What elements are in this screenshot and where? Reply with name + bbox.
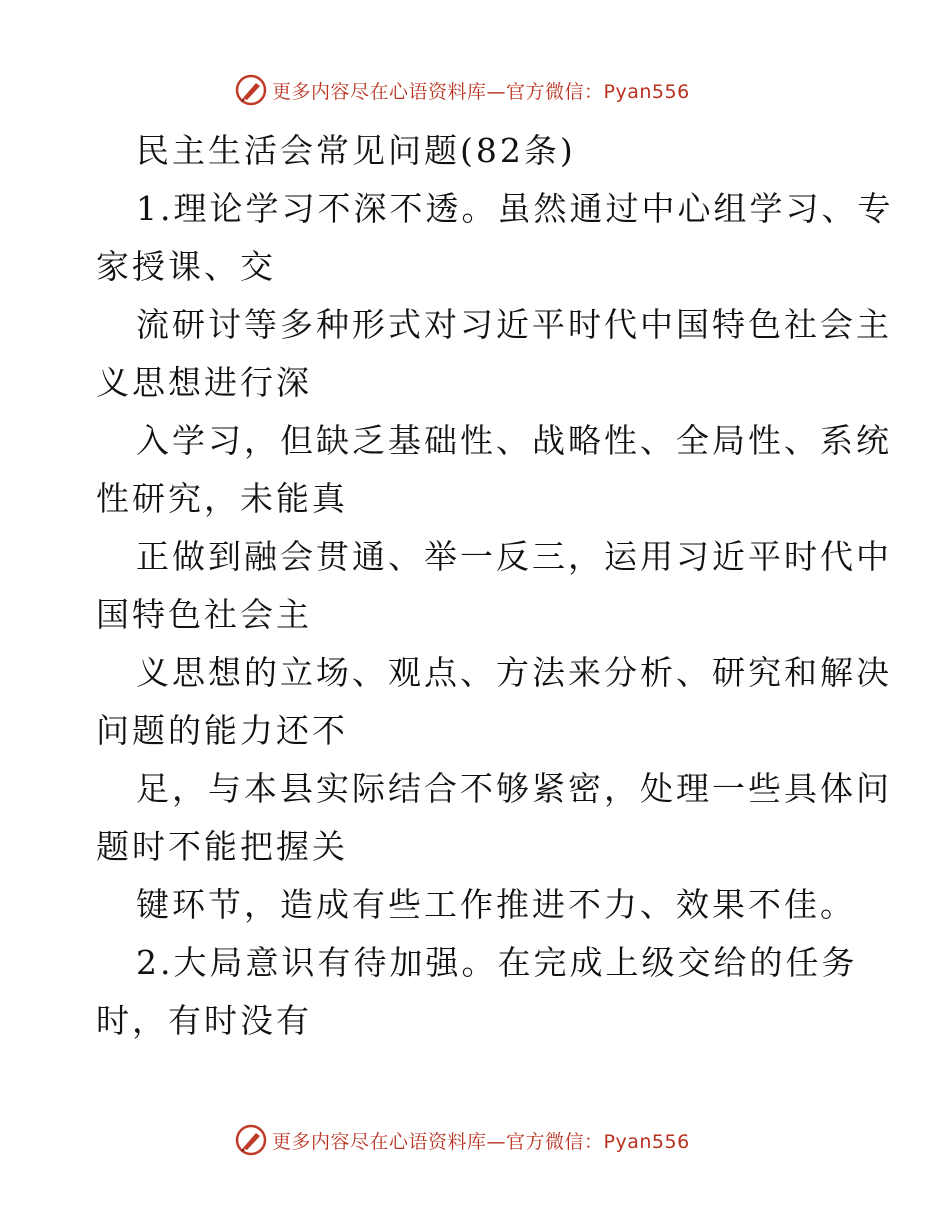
header-watermark <box>234 70 734 110</box>
text-line: 家授课、交 <box>96 247 276 286</box>
text-line: 键环节，造成有些工作推进不力、效果不佳。 <box>136 885 856 924</box>
text-line: 问题的能力还不 <box>96 711 348 750</box>
text-line: 民主生活会常见问题(82条) <box>136 131 576 170</box>
text-line: 国特色社会主 <box>96 595 312 634</box>
text-line: 正做到融会贯通、举一反三，运用习近平时代中 <box>136 537 892 576</box>
text-line: 时，有时没有 <box>96 1001 312 1040</box>
document-body <box>96 122 894 1050</box>
text-line: 1.理论学习不深不透。虽然通过中心组学习、专 <box>136 189 894 228</box>
footer-watermark <box>234 1120 734 1160</box>
text-line: 足，与本县实际结合不够紧密，处理一些具体问 <box>136 769 892 808</box>
text-line: 2.大局意识有待加强。在完成上级交给的任务 <box>136 943 858 982</box>
text-line: 义思想的立场、观点、方法来分析、研究和解决 <box>136 653 892 692</box>
text-line: 义思想进行深 <box>96 363 312 402</box>
text-line: 入学习，但缺乏基础性、战略性、全局性、系统 <box>136 421 892 460</box>
text-line: 题时不能把握关 <box>96 827 348 866</box>
watermark-text: 更多内容尽在心语资料库—官方微信：Pyan556 <box>272 80 690 103</box>
pen-logo-icon <box>234 1123 268 1157</box>
text-line: 性研究，未能真 <box>96 479 348 518</box>
pen-logo-icon <box>234 73 268 107</box>
text-line: 流研讨等多种形式对习近平时代中国特色社会主 <box>136 305 892 344</box>
watermark-text: 更多内容尽在心语资料库—官方微信：Pyan556 <box>272 1130 690 1153</box>
